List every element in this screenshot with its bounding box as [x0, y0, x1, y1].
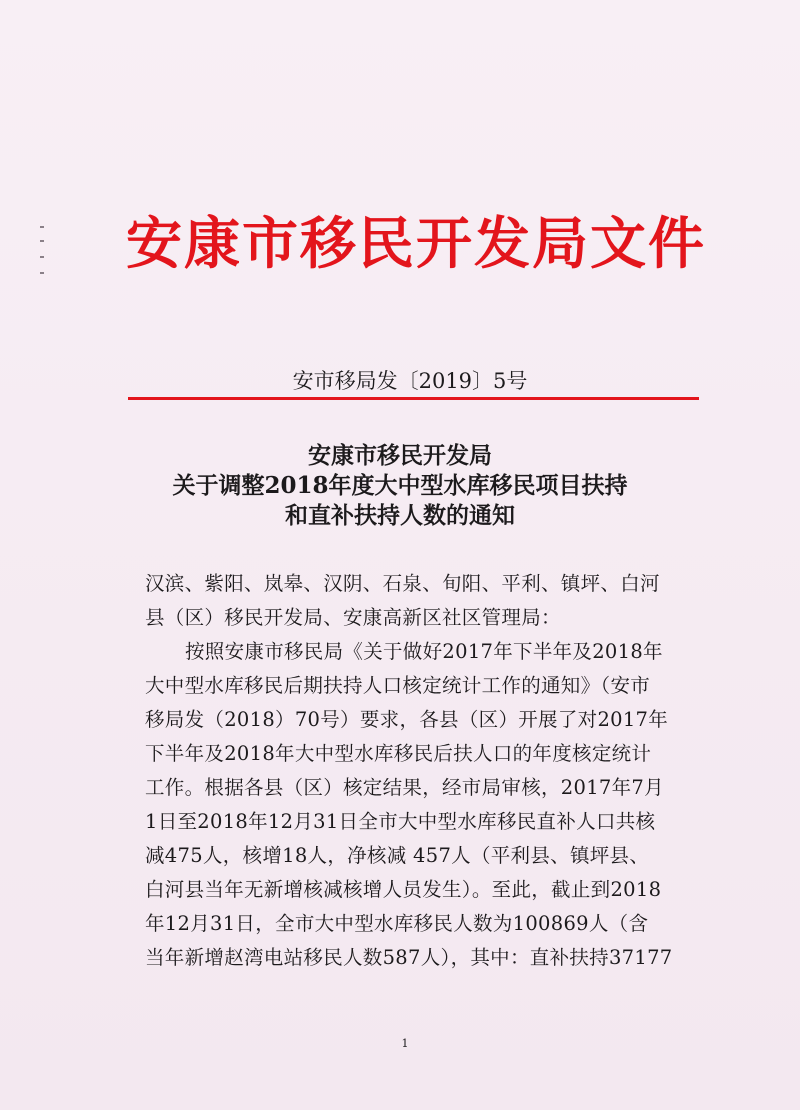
title-line-3: 和直补扶持人数的通知	[285, 502, 515, 529]
document-number: 安市移局发〔2019〕5号	[292, 369, 528, 393]
body-line-8: 白河县当年无新增核减核增人员发生）。至此，截止到2018	[145, 878, 662, 901]
body-line-4: 下半年及2018年大中型水库移民后扶人口的年度核定统计	[145, 742, 652, 765]
recipients-line-1: 汉滨、紫阳、岚皋、汉阴、石泉、旬阳、平利、镇坪、白河	[145, 572, 660, 595]
body-line-3: 移局发（2018）70号）要求，各县（区）开展了对2017年	[145, 708, 669, 731]
red-divider-line	[128, 397, 699, 400]
body-line-2: 大中型水库移民后期扶持人口核定统计工作的通知》（安市	[145, 674, 651, 697]
edge-tick-marks	[40, 226, 50, 286]
body-line-6: 1日至2018年12月31日全市大中型水库移民直补人口共核	[145, 810, 656, 833]
body-line-1: 按照安康市移民局《关于做好2017年下半年及2018年	[185, 640, 663, 663]
title-line-1: 安康市移民开发局	[308, 442, 492, 469]
body-line-10: 当年新增赵湾电站移民人数587人），其中：直补扶持37177	[145, 946, 673, 969]
title-line-2: 关于调整2018年度大中型水库移民项目扶持	[172, 472, 628, 499]
page-number: 1	[401, 1037, 409, 1050]
document-header: 安康市移民开发局文件	[126, 211, 706, 277]
body-line-5: 工作。根据各县（区）核定结果，经市局审核，2017年7月	[145, 776, 664, 799]
body-line-7: 减475人，核增18人，净核减 457人（平利县、镇坪县、	[145, 844, 650, 867]
recipients-line-2: 县（区）移民开发局、安康高新区社区管理局：	[145, 606, 561, 629]
body-line-9: 年12月31日，全市大中型水库移民人数为100869人（含	[145, 912, 649, 935]
